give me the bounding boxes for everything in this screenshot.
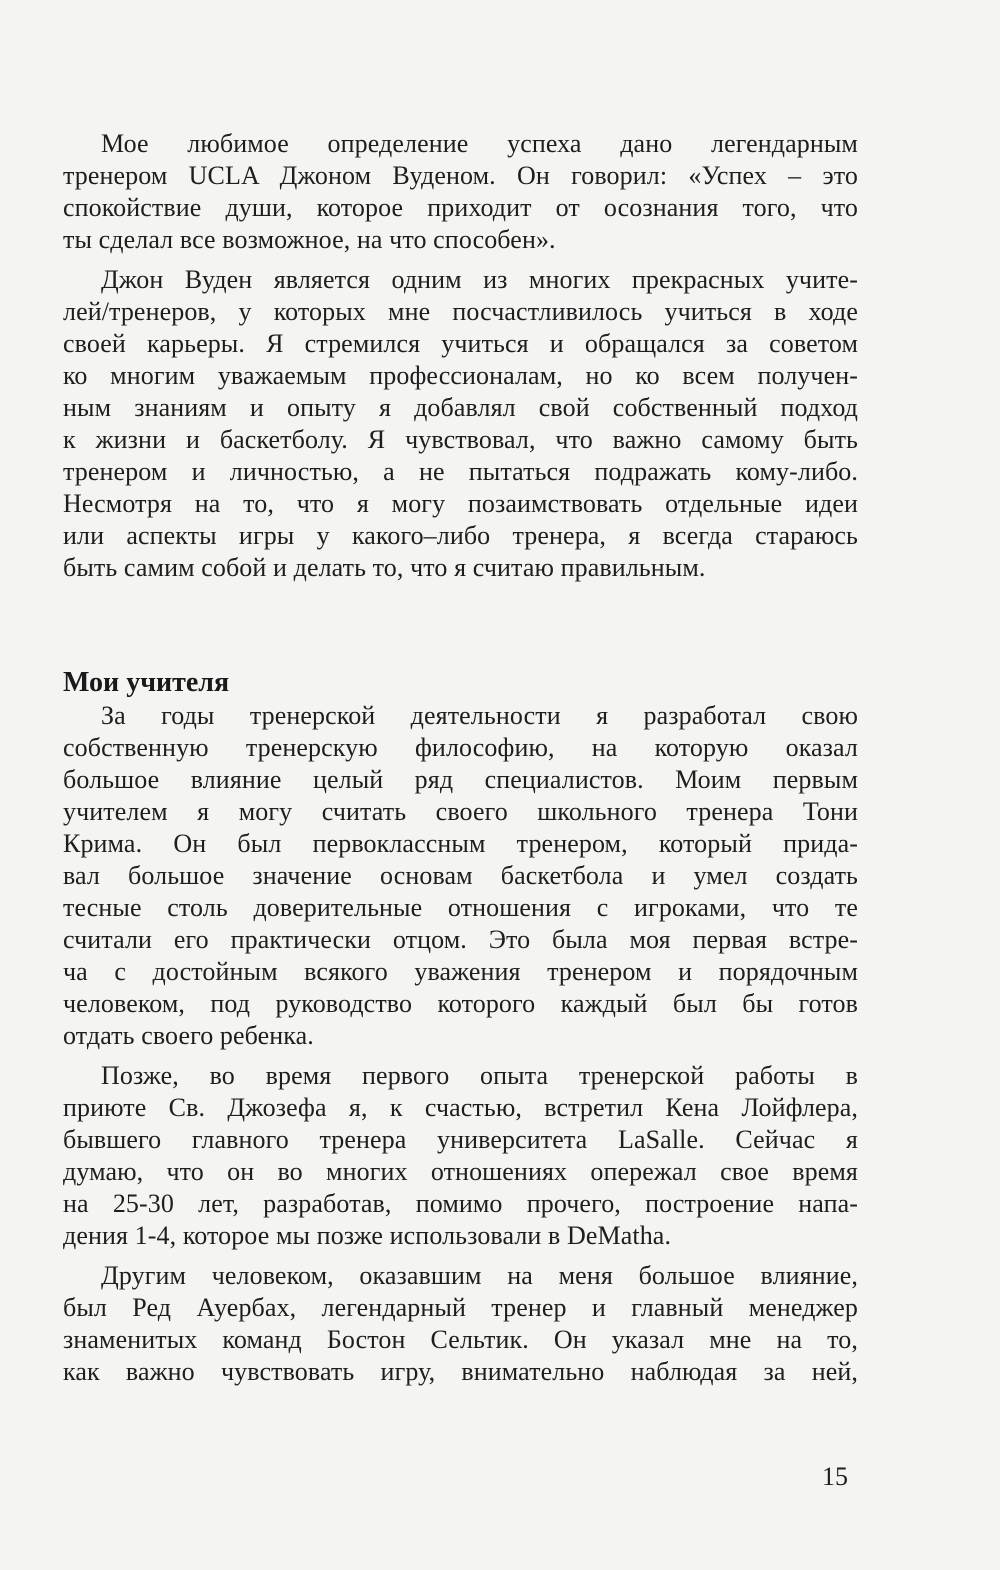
text-line: большое влияние целый ряд специалистов. Моим первым: [63, 765, 858, 794]
text-line: тесные столь доверительные отношения с игроками, что те: [63, 893, 858, 922]
text-top: [63, 128, 858, 592]
text-line: ты сделал все возможное, на что способен».: [63, 225, 556, 254]
paragraph-teachers: [63, 700, 858, 1052]
text-line: тренером UCLA Джоном Вуденом. Он говорил: «Успех – это: [63, 161, 858, 190]
text-line: дения 1-4, которое мы позже использовали в DeMatha.: [63, 1221, 672, 1250]
text-line: ко многим уважаемым профессионалам, но ко всем получен-: [63, 361, 858, 390]
text-bottom: [63, 666, 858, 1396]
text-line: бывшего главного тренера университета LaSalle. Сейчас я: [63, 1125, 858, 1154]
text-line: лей/тренеров, у которых мне посчастливилось учиться в ходе: [63, 297, 858, 326]
text-line: собственную тренерскую философию, на которую оказал: [63, 733, 858, 762]
paragraph-success-definition: [63, 128, 858, 256]
text-line: быть самим собой и делать то, что я считаю правильным.: [63, 553, 706, 582]
text-line: За годы тренерской деятельности я разработал свою: [101, 701, 858, 730]
text-line: Позже, во время первого опыта тренерской работы в: [101, 1061, 858, 1090]
text-line: вал большое значение основам баскетбола и умел создать: [63, 861, 858, 890]
section-heading: Мои учителя: [63, 667, 230, 698]
text-line: ча с достойным всякого уважения тренером и порядочным: [63, 957, 858, 986]
text-line: учителем я могу считать своего школьного тренера Тони: [63, 797, 858, 826]
page-number: 15: [822, 1462, 848, 1491]
text-line: Несмотря на то, что я могу позаимствовать отдельные идеи: [63, 489, 858, 518]
text-line: приюте Св. Джозефа я, к счастью, встретил Кена Лойфлера,: [63, 1093, 858, 1122]
text-line: на 25-30 лет, разработав, помимо прочего, построение напа-: [63, 1189, 858, 1218]
text-line: был Ред Ауербах, легендарный тренер и главный менеджер: [63, 1293, 858, 1322]
text-line: как важно чувствовать игру, внимательно наблюдая за ней,: [63, 1357, 858, 1386]
text-line: знаменитых команд Бостон Сельтик. Он указал мне на то,: [63, 1325, 858, 1354]
text-line: к жизни и баскетболу. Я чувствовал, что важно самому быть: [63, 425, 858, 454]
text-line: ным знаниям и опыту я добавлял свой собственный подход: [63, 393, 858, 422]
text-line: Мое любимое определение успеха дано легендарным: [101, 129, 858, 158]
paragraph-loeffler: [63, 1060, 858, 1252]
text-line: Другим человеком, оказавшим на меня большое влияние,: [101, 1261, 858, 1290]
text-line: отдать своего ребенка.: [63, 1021, 314, 1050]
text-line: Джон Вуден является одним из многих прекрасных учите-: [101, 265, 858, 294]
paragraph-wooden: [63, 264, 858, 584]
text-line: человеком, под руководство которого каждый был бы готов: [63, 989, 858, 1018]
text-line: или аспекты игры у какого–либо тренера, я всегда стараюсь: [63, 521, 858, 550]
text-line: своей карьеры. Я стремился учиться и обращался за советом: [63, 329, 858, 358]
paragraph-auerbach: [63, 1260, 858, 1388]
text-line: считали его практически отцом. Это была моя первая встре-: [63, 925, 858, 954]
text-line: тренером и личностью, а не пытаться подражать кому-либо.: [63, 457, 858, 486]
text-line: думаю, что он во многих отношениях опережал свое время: [63, 1157, 858, 1186]
text-line: Крима. Он был первоклассным тренером, который прида-: [63, 829, 858, 858]
text-line: спокойствие души, которое приходит от осознания того, что: [63, 193, 858, 222]
